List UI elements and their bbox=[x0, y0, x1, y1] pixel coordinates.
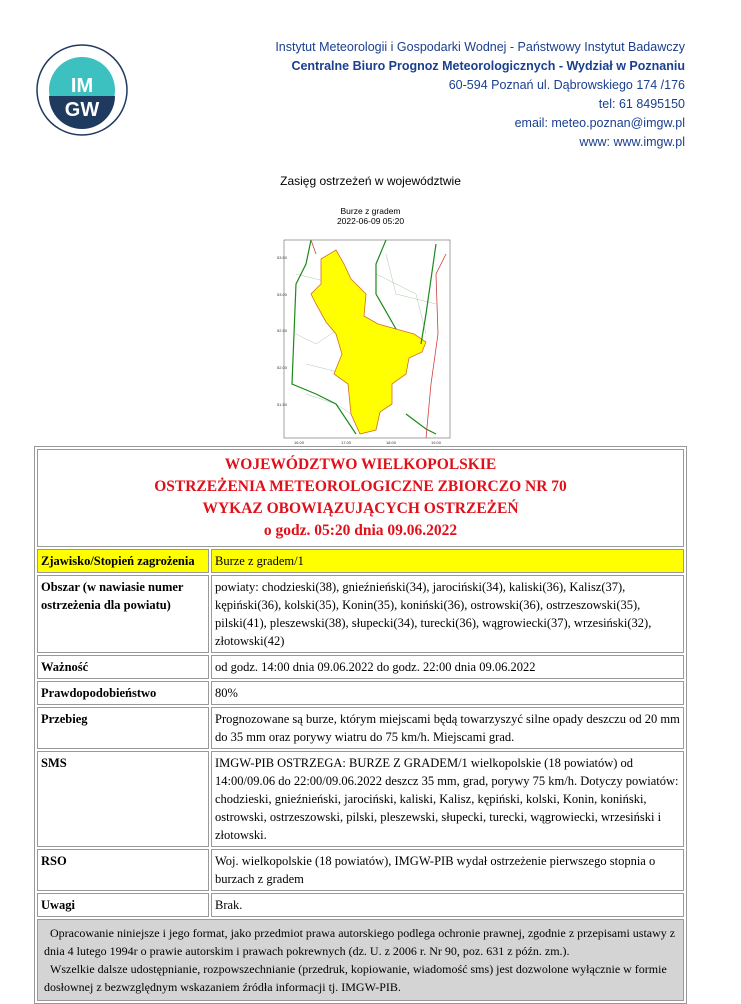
table-row: Obszar (w nawiasie numer ostrzeżenia dla powiatu) powiaty: chodzieski(38), gnieźnieński(34), jarociński(34), kaliski(36), Kalisz(37), kępiński(36), kolski(35), Konin(35), koniński(36), ostrowski(36), ostrzeszowski(35), pilski(41), pleszewski(38), słupecki(34), turecki(36), wągrowiecki(37), wrzesiński(32), złotowski(42) bbox=[37, 575, 684, 653]
table-title: WOJEWÓDZTWO WIELKOPOLSKIE OSTRZEŻENIA METEOROLOGICZNE ZBIORCZO NR 70 WYKAZ OBOWIĄZUJĄCYCH OSTRZEŻEŃ o godz. 05:20 dnia 09.06.2022 bbox=[37, 449, 684, 547]
map-section-title: Zasięg ostrzeżeń w województwie bbox=[280, 174, 461, 188]
map-datetime: 2022-06-09 05:20 bbox=[336, 216, 405, 226]
email: email: meteo.poznan@imgw.pl bbox=[514, 116, 685, 130]
table-row: RSO Woj. wielkopolskie (18 powiatów), IMGW-PIB wydał ostrzeżenie pierwszego stopnia o burzach z gradem bbox=[37, 849, 684, 891]
warnings-table bbox=[34, 446, 687, 1004]
y-tick: 52.00 bbox=[277, 365, 288, 370]
institution-header bbox=[275, 38, 685, 152]
table-row: Zjawisko/Stopień zagrożenia Burze z gradem/1 bbox=[37, 549, 684, 573]
table-row: Uwagi Brak. bbox=[37, 893, 684, 917]
y-tick: 51.50 bbox=[277, 402, 288, 407]
svg-text:GW: GW bbox=[64, 99, 100, 121]
y-tick: 52.50 bbox=[277, 328, 288, 333]
y-tick: 53.50 bbox=[277, 255, 288, 260]
institute-name: Instytut Meteorologii i Gospodarki Wodnej - Państwowy Instytut Badawczy bbox=[275, 40, 685, 54]
y-tick: 53.00 bbox=[277, 292, 288, 297]
x-tick: 19.00 bbox=[431, 440, 442, 445]
x-tick: 17.00 bbox=[341, 440, 352, 445]
x-tick: 16.00 bbox=[294, 440, 305, 445]
map-title: Burze z gradem bbox=[340, 206, 401, 216]
table-row: Przebieg Prognozowane są burze, którym miejscami będą towarzyszyć silne opady deszczu od 20 mm do 35 mm oraz porywy wiatru do 75 km/h. Miejscami grad. bbox=[37, 707, 684, 749]
phone: tel: 61 8495150 bbox=[598, 97, 685, 111]
website: www: www.imgw.pl bbox=[579, 135, 685, 149]
copyright-footer: Opracowanie niniejsze i jego format, jako przedmiot prawa autorskiego podlega ochronie prawnej, zgodnie z przepisami ustawy z dnia 4 lutego 1994r o prawie autorskim i prawach pokrewnych (dz. U. z 2006 r. Nr 90, poz. 631 z późn. zm.). Wszelkie dalsze udostępnianie, rozpowszechnianie (przedruk, kopiowanie, wiadomość sms) jest dozwolone wyłącznie w formie dosłownej z bezwzględnym wskazaniem źródła informacji tj. IMGW-PIB. bbox=[37, 919, 684, 1001]
department-name: Centralne Biuro Prognoz Meteorologicznych - Wydział w Poznaniu bbox=[291, 59, 685, 73]
address: 60-594 Poznań ul. Dąbrowskiego 174 /176 bbox=[448, 78, 685, 92]
table-row: SMS IMGW-PIB OSTRZEGA: BURZE Z GRADEM/1 wielkopolskie (18 powiatów) od 14:00/09.06 do 22:00/09.06.2022 deszcz 35 mm, grad, porywy 75 km/h. Dotyczy powiatów: chodzieski, gnieźnieński, jarociński, kaliski, Kalisz, kępiński, kolski, Konin, koniński, ostrowski, ostrzeszowski, pilski, pleszewski, słupecki, turecki, wągrowiecki, wrzesiński i złotowski. bbox=[37, 751, 684, 847]
x-tick: 18.00 bbox=[386, 440, 397, 445]
svg-text:IM: IM bbox=[70, 75, 94, 97]
table-row: Ważność od godz. 14:00 dnia 09.06.2022 do godz. 22:00 dnia 09.06.2022 bbox=[37, 655, 684, 679]
warning-map bbox=[276, 234, 452, 446]
imgw-logo bbox=[36, 44, 128, 136]
table-row: Prawdopodobieństwo 80% bbox=[37, 681, 684, 705]
